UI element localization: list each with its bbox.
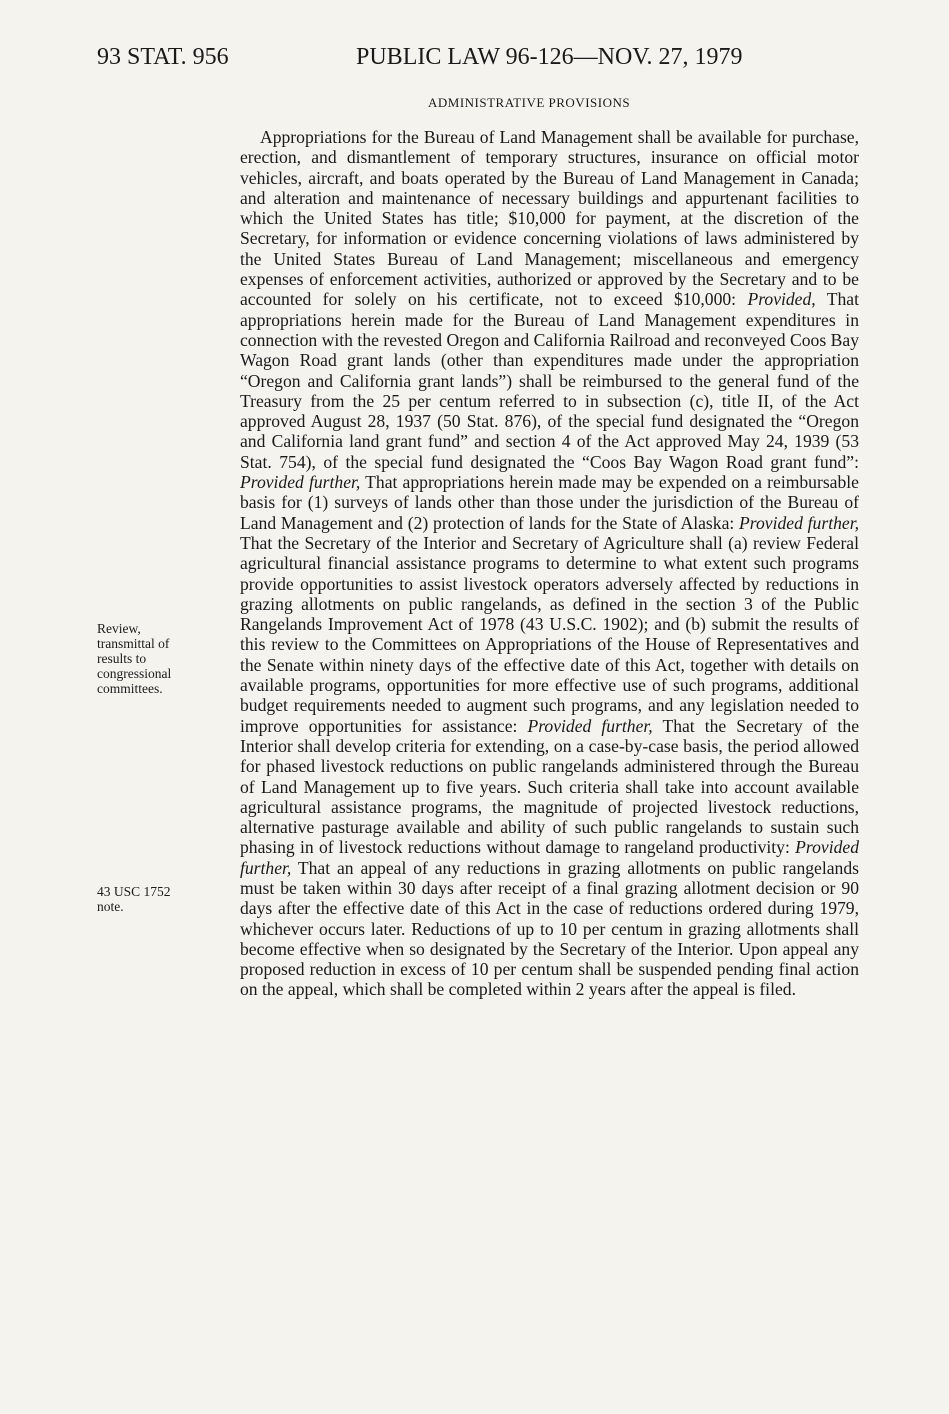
- body-paragraph: [240, 127, 859, 1000]
- page-number: 93 STAT. 956: [97, 44, 229, 70]
- text-segment: That appropriations herein made may be expended on a reimbursable basis for (1) surveys of lands other than those under the jurisdiction of the Bureau of Land Management and (2) protection of lands for the State of Alaska:: [240, 472, 859, 533]
- text-segment: Appropriations for the Bureau of Land Management shall be available for purchase, erection, and dismantlement of temporary structures, insurance on official motor vehicles, aircraft, and boats operated by the Bureau of Land Management in Canada; and alteration and maintenance of necessary buildings and appurtenant facilities to which the United States has title; $10,000 for payment, at the discretion of the Secretary, for information or evidence concerning violations of laws administered by the United States Bureau of Land Management; miscellaneous and emergency expenses of enforcement activities, authorized or approved by the Secretary and to be accounted for solely on his certificate, not to exceed $10,000:: [240, 127, 859, 310]
- margin-note-line: Review,: [97, 621, 141, 636]
- proviso-italic: Provided,: [747, 289, 816, 310]
- section-heading: ADMINISTRATIVE PROVISIONS: [428, 95, 631, 110]
- margin-note-line: congressional: [97, 666, 172, 681]
- margin-note-line: 43 USC 1752: [97, 884, 171, 899]
- margin-note-line: transmittal of: [97, 636, 170, 651]
- margin-note-line: committees.: [97, 681, 163, 696]
- proviso-italic: Provided further,: [240, 472, 361, 493]
- body-text: [240, 127, 859, 1000]
- margin-note-usc-citation: [97, 884, 227, 914]
- proviso-italic: Provided further,: [527, 715, 653, 736]
- proviso-italic: Provided further,: [240, 837, 859, 878]
- margin-note-line: note.: [97, 899, 124, 914]
- margin-note-line: results to: [97, 651, 147, 666]
- text-segment: That appropriations herein made for the Bureau of Land Management expenditures in connection with the revested Oregon and California Railroad and reconveyed Coos Bay Wagon Road grant lands (other than expenditures made under the appropriation “Oregon and California grant lands”) shall be reimbursed to the general fund of the Treasury from the 25 per centum referred to in subsection (c), title II, of the Act approved August 28, 1937 (50 Stat. 876), of the special fund designated the “Oregon and California land grant fund” and section 4 of the Act approved May 24, 1939 (53 Stat. 754), of the special fund designated the “Coos Bay Wagon Road grant fund”:: [240, 289, 859, 472]
- text-segment: That an appeal of any reductions in grazing allotments on public rangelands must be taken within 30 days after receipt of a final grazing allotment decision or 90 days after the effective date of this Act in the case of reductions ordered during 1979, whichever occurs later. Reductions of up to 10 per centum in grazing allotments shall become effective when so designated by the Secretary of the Interior. Upon appeal any proposed reduction in excess of 10 per centum shall be suspended pending final action on the appeal, which shall be completed within 2 years after the appeal is filed.: [240, 857, 859, 1000]
- margin-note-review: [97, 621, 227, 696]
- running-head: PUBLIC LAW 96-126—NOV. 27, 1979: [356, 44, 743, 70]
- proviso-italic: Provided further,: [739, 512, 859, 533]
- text-segment: That the Secretary of the Interior and Secretary of Agriculture shall (a) review Federal agricultural financial assistance programs to determine to what extent such programs provide opportunities to assist livestock operators adversely affected by reductions in grazing allotments on public rangelands, as defined in the section 3 of the Public Rangelands Improvement Act of 1978 (43 U.S.C. 1902); and (b) submit the results of this review to the Committees on Appropriations of the House of Representatives and the Senate within ninety days of the effective date of this Act, together with details on available programs, opportunities for more effective use of such programs, additional budget requirements needed to augment such programs, and any legislation needed to improve opportunities for assistance:: [240, 532, 859, 736]
- text-segment: That the Secretary of the Interior shall develop criteria for extending, on a case-by-case basis, the period allowed for phased livestock reductions on public rangelands administered through the Bureau of Land Management up to five years. Such criteria shall take into account available agricultural assistance programs, the magnitude of projected livestock reductions, alternative pasturage available and ability of such public rangelands to sustain such phasing in of livestock reductions without damage to rangeland productivity:: [240, 715, 859, 858]
